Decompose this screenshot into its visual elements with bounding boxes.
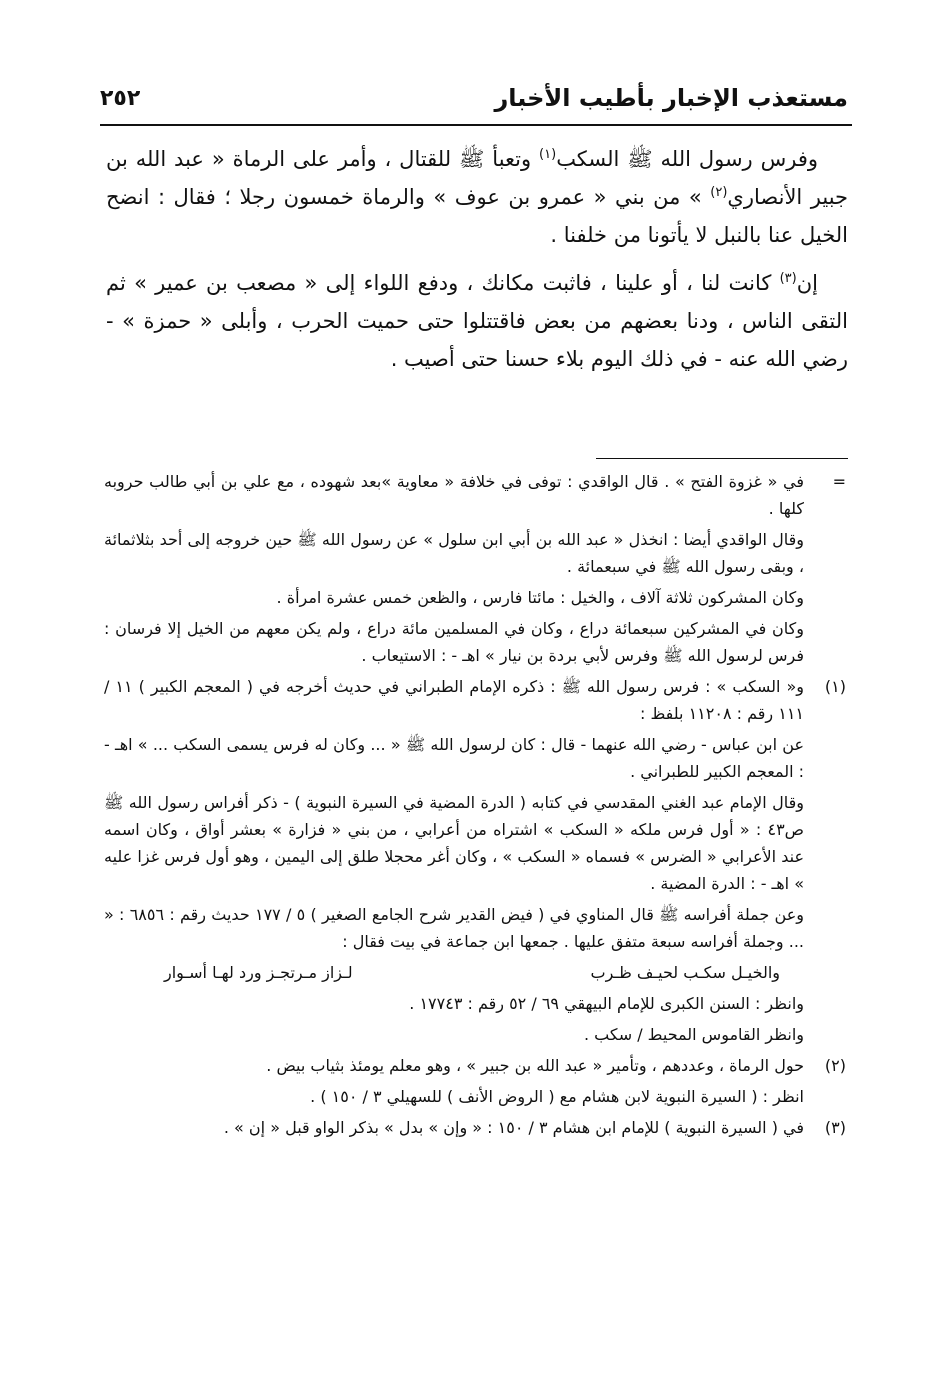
main-paragraph [106,140,848,254]
text-run: وفرس رسول الله ﷺ السكب [556,147,818,171]
text-run: » من بني « عمرو بن عوف » والرماة خمسون رجلا ؛ فقال : انضح الخيل عنا بالنبل لا يأتونا من خلفنا . [106,185,848,247]
main-text [106,140,848,388]
footnote-text: وكان المشركون ثلاثة آلاف ، والخيل : مائتا فارس ، والظعن خمس عشرة امرأة . [276,588,804,607]
footnote-text: وقال الواقدي أيضا : انخذل « عبد الله بن أبي ابن سلول » عن رسول الله ﷺ حين خروجه إلى أحد بثلاثمائة ، وبقى رسول الله ﷺ في سبعمائة . [104,530,804,576]
footnote-text: في « غزوة الفتح » . قال الواقدي : توفى في خلافة « معاوية »بعد شهوده ، مع علي بن أبي طالب حروبه كلها . [104,472,804,518]
header-rule [100,124,852,126]
footnote-separator [596,458,848,459]
footnote-text: وانظر : السنن الكبرى للإمام البيهقي ٦٩ / ٥٢ رقم : ١٧٧٤٣ . [409,994,804,1013]
footnote-text: حول الرماة ، وعددهم ، وتأمير « عبد الله بن جبير » ، وهو معلم يومئذ بثياب بيض . [266,1056,804,1075]
text-run: وتعبأ ﷺ للقتال ، وأمر على الرماة « عبد الله بن جبير الأنصاري [106,147,849,209]
running-title: مستعذب الإخبار بأطيب الأخبار [494,84,848,112]
footnote-ref: (٣) [779,271,797,286]
footnote-mark: (٢) [824,1056,846,1075]
text-run: إن [796,271,818,295]
footnote-text: وانظر القاموس المحيط / سكب . [583,1025,804,1044]
verse-hemistich-second: لـزاز مـرتجـز ورد لهـا أسـوار [164,963,353,982]
footnote-2 [104,1052,848,1110]
verse-hemistich-first: والخيـل سكـب لحيـف ظـرب [590,963,780,982]
text-run: كانت لنا ، أو علينا ، فاثبت مكانك ، ودفع اللواء إلى « مصعب بن عمير » ثم التقى الناس ، ودنا بعضهم من بعض فاقتتلوا حتى حميت الحرب ، وأبلى « حمزة » - رضي الله عنه - في ذلك اليوم بلاء حسنا حتى أصيب . [106,271,848,371]
footnote-text: وقال الإمام عبد الغني المقدسي في كتابه ( الدرة المضية في السيرة النبوية ) - ذكر أفراس رسول الله ﷺ ص٤٣ : « أول فرس ملكه « السكب » اشتراه من أعرابي ، من بني « فزارة » بعشر أواق ، وكان اسمه عند الأعرابي « الضرس » فسماه « السكب » ، وكان أغر محجلا طلق إلى اليمين ، وهو أول فرس غزا عليه » اهـ - : الدرة المضية . [104,793,804,893]
page-header [100,82,852,122]
footnote-1 [104,673,848,1048]
footnote-3 [104,1114,848,1141]
footnote-text: و« السكب » : فرس رسول الله ﷺ : ذكره الإمام الطبراني في حديث أخرجه في ( المعجم الكبير ) ١١ / ١١١ رقم : ١١٢٠٨ بلفظ : [104,677,804,723]
footnote-mark: (٣) [824,1118,846,1137]
footnote-text: انظر : ( السيرة النبوية لابن هشام مع ( الروض الأنف ) للسهيلي ٣ / ١٥٠ ) . [310,1087,804,1106]
footnote-ref: (٢) [710,185,728,200]
footnote-mark: = [832,472,846,491]
main-paragraph [106,264,848,378]
footnote-text: عن ابن عباس - رضي الله عنهما - قال : كان لرسول الله ﷺ « ... وكان له فرس يسمى السكب ... » اهـ - : المعجم الكبير للطبراني . [104,735,804,781]
poetry-verse [104,959,804,986]
footnotes [104,468,848,1145]
footnote-text: وعن جملة أفراسه ﷺ قال المناوي في ( فيض القدير شرح الجامع الصغير ) ٥ / ١٧٧ حديث رقم : ٦٨٥٦ : « ... وجملة أفراسه سبعة متفق عليها . جمعها ابن جماعة في بيت فقال : [104,905,805,951]
footnote-text: في ( السيرة النبوية ) للإمام ابن هشام ٣ / ١٥٠ : « وإن » بدل » بذكر الواو قبل « إن » . [223,1118,804,1137]
footnote-ref: (١) [539,147,557,162]
page-number: ٢٥٢ [100,86,141,111]
footnote-continued [104,468,848,669]
footnote-mark: (١) [824,677,846,696]
footnote-text: وكان في المشركين سبعمائة دراع ، وكان في المسلمين مائة دراع ، ولم يكن معهم من الخيل إلا فرسان : فرس لرسول الله ﷺ وفرس لأبي بردة بن نيار » اهـ - : الاستيعاب . [104,619,804,665]
